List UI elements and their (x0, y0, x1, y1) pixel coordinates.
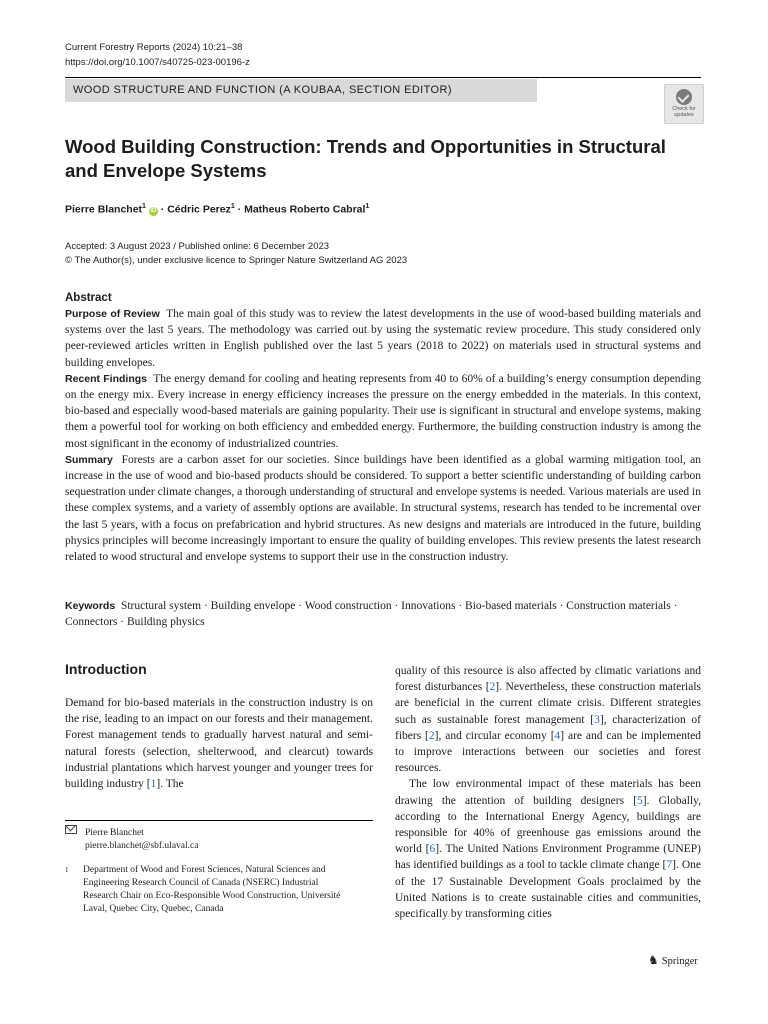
citation-link[interactable]: 5 (637, 794, 643, 807)
citation-link[interactable]: 2 (428, 729, 435, 742)
springer-horse-icon: ♞ (648, 953, 659, 967)
body-text: ], and circular economy [ (434, 729, 555, 742)
keywords (65, 598, 701, 630)
copyright-line: © The Author(s), under exclusive licence to Springer Nature Switzerland AG 2023 (65, 255, 408, 266)
author-separator: · (157, 203, 168, 216)
accepted-date: Accepted: 3 August 2023 / Published online: 6 December 2023 (65, 241, 330, 252)
affiliation-footnote (65, 864, 373, 916)
citation-link[interactable]: 4 (554, 729, 561, 742)
author-affiliation: 1 (365, 203, 370, 210)
section-banner: WOOD STRUCTURE AND FUNCTION (A KOUBAA, SECTION EDITOR) (65, 79, 537, 102)
doi-link[interactable]: https://doi.org/10.1007/s40725-023-00196-z (65, 57, 250, 68)
abstract-summary (65, 452, 701, 565)
corresponding-author (65, 825, 373, 853)
abstract-heading: Abstract (65, 292, 112, 304)
publication-dates (65, 240, 407, 268)
author-affiliation: 1 (142, 203, 146, 210)
citation-link[interactable]: 6 (429, 843, 436, 856)
abstract-text: Forests are a carbon asset for our societies. Since buildings have been identified as a global warming mitigation tool, an increase in the use of wood and bio-based products should be considered. To support a better scientific understanding of building carbon sequestration under climate changes, a thorough understanding of structural and envelope systems is needed. Various materials are used in these complex systems, and a variety of assembly options are available. In structural systems, research has tended to be incremental over the last 5 years, with a focus on prefabrication and hybrid structures. As new designs and materials are introduced in the future, building physics principles will become increasingly important to ensure the quality of building envelopes. This review presents the latest research related to wood structural and envelope systems to support their use in the construction industry. (65, 453, 701, 564)
body-text: ]. Globally, according to the International Energy Agency, buildings are responsible for 40% of greenhouse gas emissions around the world [ (395, 794, 702, 856)
introduction-heading: Introduction (65, 661, 147, 677)
body-text: quality of this resource is also affected by climatic variations and forest disturbances [ (395, 665, 701, 694)
check-for-updates-badge[interactable] (664, 84, 704, 124)
body-text: ]. One of the 17 Sustainable Development Goals proclaimed by the United Nations is to create sustainable cities and communities, specifically by transforming cities (395, 859, 701, 921)
body-text: ]. The (156, 778, 184, 791)
abstract-purpose (65, 306, 701, 371)
citation-link[interactable]: 3 (594, 713, 600, 726)
check-icon (676, 89, 692, 105)
contact-email[interactable]: pierre.blanchet@sbf.ulaval.ca (85, 841, 199, 851)
author-list (65, 203, 369, 216)
keywords-label: Keywords (65, 600, 116, 612)
header-rule (65, 77, 701, 78)
keywords-text: Structural system · Building envelope · Wood construction · Innovations · Bio-based materials · Construction materials · Connectors · Building physics (65, 600, 678, 629)
badge-label-2: updates (674, 112, 694, 118)
abstract-label: Purpose of Review (65, 308, 160, 320)
paragraph (395, 776, 701, 922)
citation-link[interactable]: 1 (150, 778, 157, 791)
author-name[interactable]: Pierre Blanchet (65, 203, 143, 216)
paragraph (395, 663, 701, 776)
body-text: Demand for bio-based materials in the construction industry is on the rise, leading to an impact on our forests and their management. Forest management tends to gradually harvest natural and semi-natural forests (selection, shelterwood, and clearcut) towards industrial plantations which harvest younger and younger trees for building industry [ (65, 697, 373, 791)
author-separator: · (234, 203, 245, 216)
citation-link[interactable]: 2 (489, 681, 496, 694)
journal-citation (65, 40, 250, 70)
intro-right-column (395, 663, 701, 922)
citation-link[interactable]: 7 (666, 859, 673, 872)
body-text: ]. The United Nations Environment Programme (UNEP) has identified buildings as a tool to tackle climate change [ (395, 843, 701, 872)
body-text: ]. Nevertheless, these construction materials are beneficial in the current climate crisis. Different strategies such as sustainable forest management [ (395, 681, 701, 726)
author-name[interactable]: Cédric Perez (167, 203, 231, 216)
author-affiliation: 1 (230, 203, 235, 210)
abstract-label: Summary (65, 453, 113, 466)
article-title: Wood Building Construction: Trends and Opportunities in Structural and Envelope Systems (65, 136, 666, 181)
affiliation-number: 1 (65, 866, 69, 874)
abstract-text: The energy demand for cooling and heating represents from 40 to 60% of a building’s energy consumption depending on the energy mix. Every increase in energy efficiency increases the pressure on the energy embedded in the materials. In this context, bio-based and especially wood-based materials are gaining popularity. Their use is significant in structural and envelope systems, making them a powerful tool for working on both efficiency and embedded energy. Furthermore, the building construction industry is among the most significant in the economy of industrialized countries. (65, 372, 701, 450)
affiliation-text: Department of Wood and Forest Sciences, Natural Sciences and Engineering Research Council of Canada (NSERC) Industrial Research Chair on Eco-Responsible Wood Construction, Université Laval, Quebec City, Quebec, Canada (83, 865, 341, 914)
abstract-text: The main goal of this study was to review the latest developments in the use of wood-based building materials and systems over the last 5 years. The methodology was carried out by using the systematic review procedure. This study considered only peer-reviewed articles written in English published over the last 5 years (2018 to 2022) on materials used in structural systems and building envelopes. (65, 308, 701, 369)
abstract-label: Recent Findings (65, 372, 148, 385)
journal-line: Current Forestry Reports (2024) 10:21–38 (65, 42, 243, 53)
mail-icon (65, 825, 77, 834)
author-name[interactable]: Matheus Roberto Cabral (244, 203, 366, 216)
footnote-rule (65, 820, 373, 821)
intro-left-column (65, 695, 373, 792)
orcid-icon[interactable]: iD (150, 207, 157, 214)
abstract-body (65, 306, 701, 565)
body-text: ] are and can be implemented to improve interactions between our societies and forest resources. (395, 729, 701, 775)
publisher-name: Springer (661, 956, 698, 967)
body-text: ], characterization of fibers [ (395, 713, 701, 742)
publisher-logo (648, 953, 698, 968)
badge-label-1: Check for (672, 106, 696, 112)
body-text: The low environmental impact of these materials has been drawing the attention of building designers [ (395, 778, 701, 807)
contact-name: Pierre Blanchet (85, 828, 144, 838)
abstract-findings (65, 371, 701, 452)
